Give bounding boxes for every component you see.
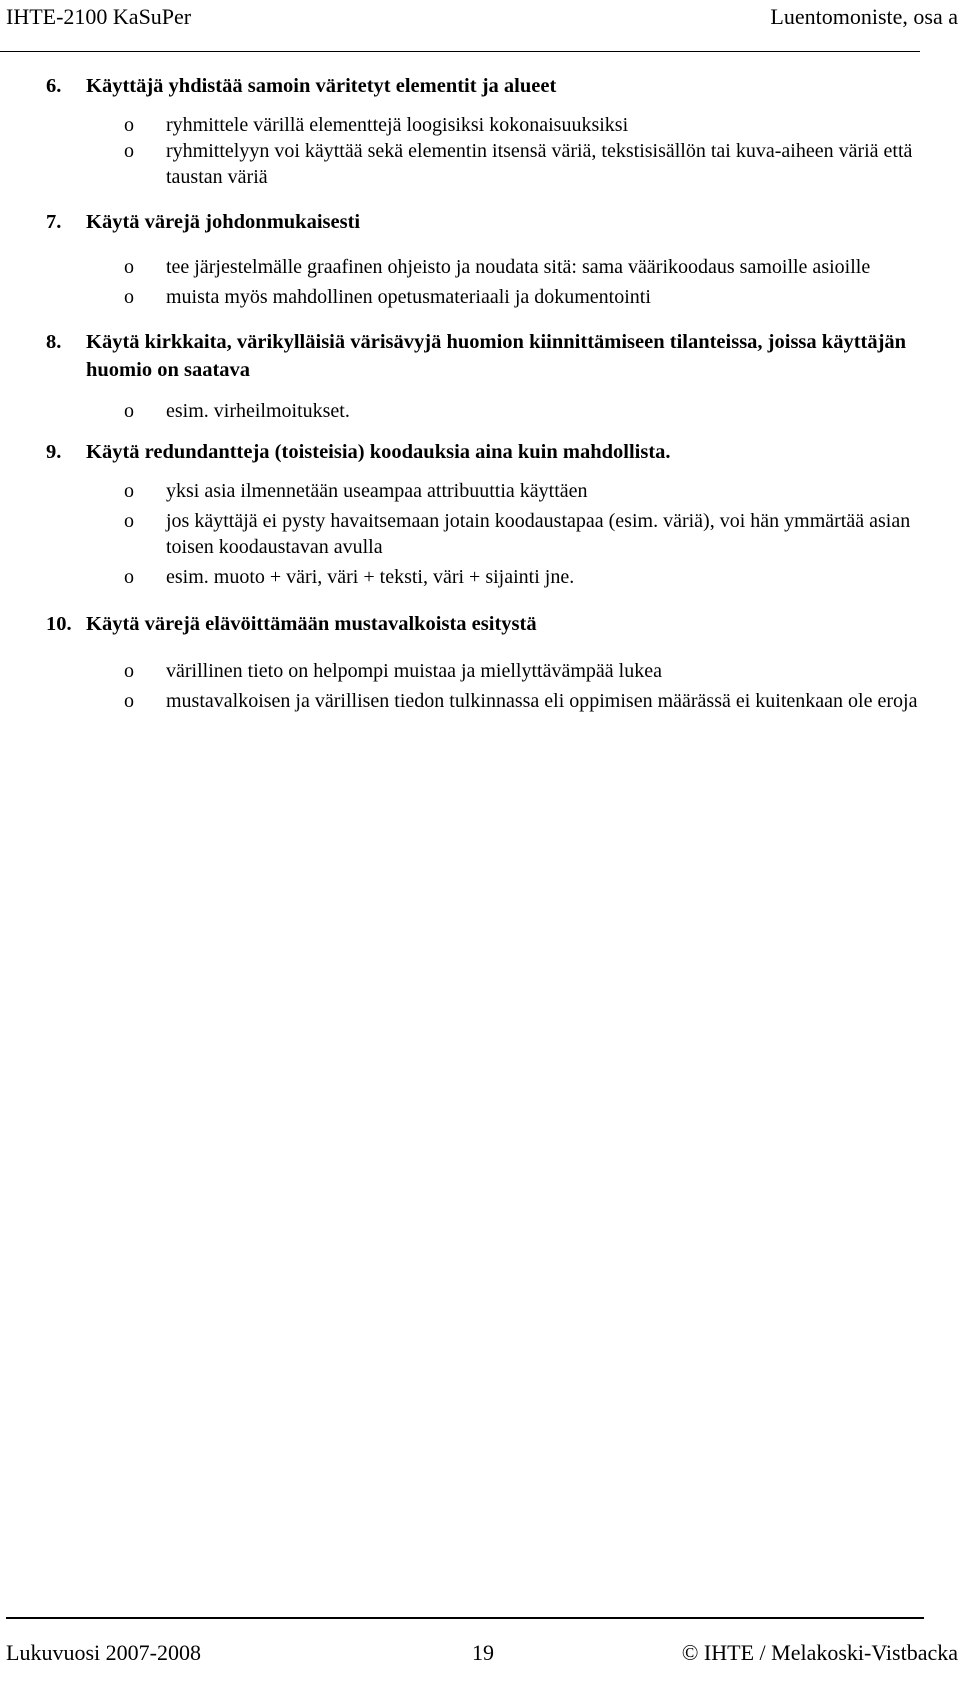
bullet-marker: o — [124, 480, 134, 502]
bullet-list — [0, 254, 960, 310]
bullet-marker: o — [124, 256, 134, 278]
section-heading — [0, 328, 960, 384]
document-body — [0, 72, 960, 714]
document-title: Luentomoniste, osa a — [770, 4, 958, 29]
section-6 — [0, 72, 960, 190]
bullet-marker: o — [124, 660, 134, 682]
section-title: Käyttäjä yhdistää samoin väritetyt elementit ja alueet — [86, 75, 557, 97]
section-9 — [0, 438, 960, 590]
list-item: o muista myös mahdollinen opetusmateriaali ja dokumentointi — [124, 286, 651, 308]
section-heading — [0, 438, 960, 466]
section-heading — [0, 610, 960, 638]
section-number: 8. — [46, 331, 62, 353]
list-item: o ryhmittele värillä elementtejä loogisiksi kokonaisuuksiksi — [124, 114, 629, 136]
copyright: © IHTE / Melakoski-Vistbacka — [681, 1640, 958, 1665]
section-title: Käytä kirkkaita, värikylläisiä värisävyjä huomion kiinnittämiseen tilanteissa, joissa käyttäjän huomio on saatava — [86, 331, 907, 381]
section-8 — [0, 328, 960, 424]
bullet-marker: o — [124, 566, 134, 588]
section-number: 6. — [46, 75, 62, 97]
section-heading — [0, 72, 960, 100]
bullet-marker: o — [124, 690, 134, 712]
page-header — [0, 4, 960, 34]
bullet-list — [0, 658, 960, 714]
list-item: o mustavalkoisen ja värillisen tiedon tulkinnassa eli oppimisen määrässä ei kuitenkaan ole eroja — [124, 690, 918, 712]
section-heading — [0, 208, 960, 236]
bullet-marker: o — [124, 286, 134, 308]
footer-rule — [6, 1617, 924, 1619]
bullet-marker: o — [124, 140, 134, 162]
section-7 — [0, 208, 960, 310]
section-number: 9. — [46, 441, 62, 463]
section-title: Käytä värejä elävöittämään mustavalkoista esitystä — [86, 613, 537, 635]
course-code: IHTE-2100 KaSuPer — [6, 4, 192, 29]
section-title: Käytä värejä johdonmukaisesti — [86, 211, 361, 233]
list-item: o yksi asia ilmennetään useampaa attribuuttia käyttäen — [124, 480, 588, 502]
academic-year: Lukuvuosi 2007-2008 — [6, 1640, 201, 1665]
section-number: 7. — [46, 211, 62, 233]
bullet-marker: o — [124, 114, 134, 136]
list-item: o värillinen tieto on helpompi muistaa ja miellyttävämpää lukea — [124, 660, 662, 682]
section-number: 10. — [46, 613, 72, 635]
bullet-marker: o — [124, 400, 134, 422]
section-10 — [0, 610, 960, 714]
page-number: 19 — [472, 1640, 494, 1665]
section-title: Käytä redundantteja (toisteisia) koodauksia aina kuin mahdollista. — [86, 441, 671, 463]
list-item: o tee järjestelmälle graafinen ohjeisto ja noudata sitä: sama väärikoodaus samoille asioille — [124, 256, 871, 278]
list-item: o ryhmittelyyn voi käyttää sekä elementin itsensä väriä, tekstisisällön tai kuva-aiheen väriä että taustan väriä — [124, 140, 913, 188]
bullet-list — [0, 112, 960, 190]
list-item: o jos käyttäjä ei pysty havaitsemaan jotain koodaustapaa (esim. väriä), voi hän ymmärtää asian toisen koodaustavan avulla — [124, 510, 911, 558]
bullet-list — [0, 398, 960, 424]
bullet-list — [0, 478, 960, 590]
header-rule — [0, 51, 920, 52]
bullet-marker: o — [124, 510, 134, 532]
list-item: o esim. virheilmoitukset. — [124, 400, 350, 422]
list-item: o esim. muoto + väri, väri + teksti, väri + sijainti jne. — [124, 566, 575, 588]
page-footer — [0, 1640, 960, 1670]
